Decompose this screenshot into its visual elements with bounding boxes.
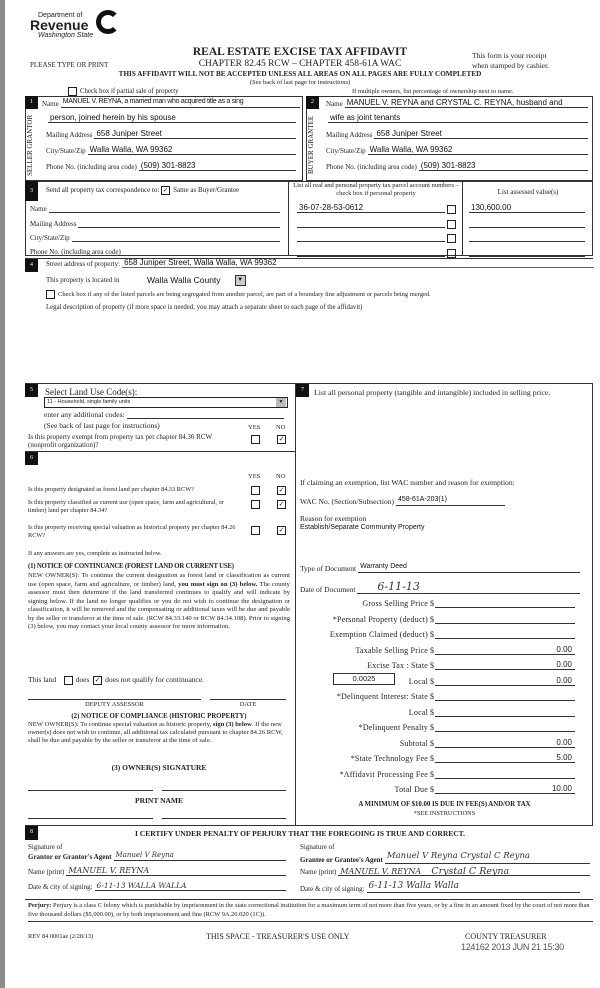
correspondence-mailing-field[interactable] [78, 218, 280, 228]
located-label: This property is located in [46, 276, 120, 284]
personal-property-checkbox[interactable] [447, 249, 456, 258]
forest-no-checkbox[interactable]: ✓ [278, 486, 285, 494]
grantor-name-field[interactable]: MANUEL V. REYNA [66, 866, 286, 876]
yes-header: YES [248, 473, 261, 480]
land-use-select[interactable] [44, 397, 288, 408]
checkbox[interactable] [68, 87, 77, 96]
seller-side-label: SELLER GRANTOR [25, 110, 39, 180]
same-as-buyer-checkbox[interactable]: ✓ [162, 186, 169, 194]
perjury-notice [28, 902, 593, 922]
county-value: Walla Walla County [147, 275, 221, 285]
partial-sale-label: Check box if partial sale of property [80, 88, 179, 96]
buyer-city-field[interactable]: Walla Walla, WA 99362 [368, 145, 588, 155]
wac-field[interactable]: 458-61A-203(1) [396, 496, 505, 506]
fee-value-field[interactable] [435, 614, 575, 624]
deputy-assessor-line[interactable]: DEPUTY ASSESSOR [28, 699, 201, 708]
property-address-field[interactable]: 658 Juniper Street, Walla Walla, WA 99362 [122, 258, 594, 268]
field-label: Mailing Address [46, 131, 93, 139]
notice-compliance-title: (2) NOTICE OF COMPLIANCE (HISTORIC PROPERTY) [71, 713, 247, 720]
buyer-mailing-field[interactable]: 658 Juniper Street [374, 129, 588, 139]
please-type: PLEASE TYPE OR PRINT [30, 61, 109, 69]
section-number: 6 [25, 452, 38, 465]
parcel-number-field[interactable] [297, 218, 445, 228]
notice-text: . If the new owner(s) does not wish to continue, all additional tax calculated pursuant to chapter 84.26 RCW, shall be due and payable by the seller or transferor at the time of sale. [28, 721, 283, 744]
assessor-date-line[interactable]: DATE [210, 699, 286, 708]
does-not-label: does not qualify for continuance. [105, 675, 205, 684]
grantor-date-field[interactable]: 6-11-13 WALLA WALLA [95, 881, 286, 891]
notice-bold: sign (3) below [212, 721, 252, 728]
fee-label: *Affidavit Processing Fee [339, 769, 428, 779]
fee-label: *Personal Property (deduct) [332, 614, 428, 624]
fee-label: Subtotal [399, 738, 428, 748]
grantor-signature-field[interactable]: Manuel V Reyna [114, 851, 286, 861]
perjury-text: Perjury is a class C felony which is punishable by imprisonment in the state correctional institution for a maximum term of not more than five years, or by a fine in an amount fixed by the court of not more than five thousand dollars ($5,000.00), or by both imprisonment and fine (RCW 9A.20.020 (1C)). [28, 902, 590, 918]
no-header: NO [276, 424, 286, 431]
exemption-label: If claiming an exemption, list WAC number and reason for exemption: [300, 478, 515, 487]
fee-label: Taxable Selling Price [355, 645, 428, 655]
fee-label: Excise Tax : State [367, 661, 428, 670]
seller-name-field[interactable]: MANUEL V. REYNA, a married man who acquired title as a sing [61, 98, 300, 108]
fee-row [300, 722, 575, 732]
exempt-question: Is this property exempt from property tax per chapter 84.36 RCW (nonprofit organization)? [28, 433, 212, 449]
print-name-line[interactable] [28, 818, 153, 819]
this-land-label: This land [28, 675, 57, 684]
current-use-question: Is this property classified as current use (open space, farm and agricultural, or timber) land per chapter 84.34? [28, 499, 224, 514]
treasurer-space: THIS SPACE - TREASURER'S USE ONLY [206, 932, 350, 941]
land-use-title: Select Land Use Code(s): [45, 387, 138, 397]
current-use-no-checkbox[interactable]: ✓ [278, 500, 285, 508]
buyer-side-label: BUYER GRANTEE [306, 110, 320, 180]
same-as-label: Same as Buyer/Grantee [173, 186, 240, 195]
fee-row [300, 691, 575, 701]
fee-value-field[interactable] [435, 629, 575, 639]
perjury-label: Perjury: [28, 902, 52, 909]
personal-property-checkbox[interactable] [447, 205, 456, 214]
field-label: Street address of property: [46, 260, 121, 268]
print-name-line[interactable] [162, 818, 286, 819]
document-type-field[interactable]: Warranty Deed [358, 563, 580, 573]
currency-symbol: $ [430, 785, 434, 794]
currency-symbol: $ [430, 676, 434, 686]
grantee-date-field[interactable]: 6-11-13 Walla Walla [367, 881, 580, 893]
historic-yes-checkbox[interactable] [251, 526, 260, 535]
additional-codes-field[interactable] [127, 409, 284, 419]
field-label: Phone No. (including area code) [46, 163, 137, 171]
segregated-label: Check box if any of the listed parcels are being segregated from another parcel, are part of a boundary line adjustment or parcels being merged. [58, 290, 431, 298]
section-number: 8 [25, 826, 38, 840]
notice-text: The county assessor must then determine if the land transferred continues to qualify and will indicate by signing below. If the land no longer qualifies or you do not wish to continue the designation or classification, it will be removed and the compensating or additional taxes will be due and payable by the seller or transferor at the time of sale. (RCW 84.33.140 or RCW 84.34.108). Prior to signing (3) below, you may contact your local county assessor for more information. [28, 580, 290, 630]
notice-continuance-text [28, 572, 290, 632]
no-header: NO [276, 473, 286, 480]
parcel-number-field[interactable]: 36-07-28-53-0612 [297, 203, 445, 213]
currency-symbol: $ [430, 645, 434, 655]
personal-property-checkbox[interactable] [447, 234, 456, 243]
field-label: Name [326, 100, 343, 108]
does-not-checkbox[interactable]: ✓ [94, 675, 101, 684]
field-label: Mailing Address [326, 131, 373, 139]
currency-symbol: $ [430, 738, 434, 748]
buyer-name-field-2[interactable]: wife as joint tenants [328, 113, 588, 123]
fee-row [300, 629, 575, 639]
fee-value-field[interactable] [435, 722, 575, 732]
fee-value-field[interactable]: 0.00 [435, 738, 575, 748]
fee-row [300, 738, 575, 748]
grantee-name-field[interactable] [338, 866, 590, 876]
see-instructions: *SEE INSTRUCTIONS [413, 810, 476, 817]
field-label: Name [42, 100, 59, 108]
current-use-yes-checkbox[interactable] [251, 500, 260, 509]
see-back: (See back of last page for instructions) [249, 79, 351, 86]
field-label: Name (print) [28, 868, 65, 876]
receipt-note: This form is your receipt [472, 51, 547, 60]
land-use-value: 11 - Household, single family units [47, 399, 131, 405]
form-title: REAL ESTATE EXCISE TAX AFFIDAVIT [192, 46, 408, 58]
fee-label: Total Due [394, 785, 428, 794]
reason-field[interactable]: Establish/Separate Community Property [300, 524, 425, 531]
section-number: 1 [25, 96, 38, 109]
fee-row [300, 769, 575, 779]
buyer-name-field[interactable]: MANUEL V. REYNA and CRYSTAL C. REYNA, husband and [345, 98, 588, 108]
field-label: Name (print) [300, 868, 337, 876]
section-number: 2 [306, 96, 319, 109]
document-date-field[interactable]: 6-11-13 [357, 580, 580, 594]
field-label: Grantor or Grantor's Agent [28, 853, 112, 861]
section-number: 3 [25, 181, 38, 201]
dropdown-arrow-icon[interactable]: ▼ [276, 398, 286, 407]
fee-value-field[interactable] [435, 691, 575, 701]
section-number: 4 [25, 259, 38, 272]
fee-label: Gross Selling Price [362, 599, 428, 608]
fee-label: Local [408, 707, 428, 717]
buyer-phone-field[interactable]: (509) 301-8823 [419, 161, 588, 171]
notice-text: NEW OWNER(S): To continue the current designation as forest land or classification as current use (open space, farm and agriculture, or timber) land, [28, 572, 290, 588]
scan-edge [0, 0, 5, 988]
logo-text: Revenue [30, 17, 89, 33]
logo-swoosh-icon [96, 10, 120, 34]
section-number: 7 [296, 384, 309, 397]
currency-symbol: $ [430, 661, 434, 670]
field-label: City/State/Zip [326, 147, 366, 155]
fee-row [300, 645, 575, 655]
field-label: Grantee or Grantee's Agent [300, 856, 383, 864]
county-treasurer: COUNTY TREASURER [465, 932, 547, 941]
exempt-yes-checkbox[interactable] [251, 435, 260, 444]
personal-property-label: List all personal property (tangible and intangible) included in selling price. [314, 388, 551, 397]
correspondence-city-field[interactable] [72, 232, 280, 242]
notice-continuance-title: (1) NOTICE OF CONTINUANCE (FOREST LAND OR CURRENT USE) [28, 563, 234, 570]
forest-yes-checkbox[interactable] [251, 486, 260, 495]
section-number: 5 [25, 384, 38, 397]
dor-logo [30, 12, 93, 39]
fee-value-field[interactable]: 10.00 [435, 784, 575, 794]
fee-label: *State Technology Fee [350, 754, 428, 763]
assessed-value-field[interactable]: 130,600.00 [469, 203, 585, 213]
grantee-signature-field[interactable]: Manuel V Reyna Crystal C Reyna [385, 851, 590, 864]
field-label: City/State/Zip [30, 234, 70, 242]
historic-question: Is this property receiving special valuation as historical property per chapter 84.26 RCW? [28, 524, 236, 539]
assessed-value-field[interactable] [469, 218, 585, 228]
seller-phone-field[interactable]: (509) 301-8823 [139, 161, 296, 171]
parcel-number-field[interactable] [297, 232, 445, 242]
currency-symbol: $ [430, 754, 434, 763]
fee-row [300, 784, 575, 794]
fee-value-field[interactable]: 5.00 [435, 753, 575, 763]
assessed-value-field[interactable] [469, 232, 585, 242]
form-subtitle: CHAPTER 82.45 RCW – CHAPTER 458-61A WAC [198, 59, 402, 69]
forest-land-question: Is this property designated as forest land per chapter 84.33 RCW? [28, 486, 194, 493]
does-checkbox[interactable] [64, 676, 73, 685]
notice-compliance-text [28, 721, 290, 745]
fee-label: Exemption Claimed (deduct) [329, 630, 428, 639]
field-label: Phone No. (including area code) [30, 248, 121, 256]
assessed-value-field[interactable] [469, 247, 585, 257]
fee-value-field[interactable]: 0.00 [435, 676, 575, 686]
currency-symbol: $ [430, 630, 434, 639]
yes-header: YES [248, 424, 261, 431]
assessed-header: List assessed value(s) [497, 188, 559, 196]
field-label: City/State/Zip [46, 147, 86, 155]
fee-value-field[interactable]: 0.00 [435, 645, 575, 655]
notice-bold: you must sign on (3) below. [178, 580, 258, 588]
does-label: does [75, 675, 90, 684]
field-label: Name [30, 205, 47, 213]
field-label: Phone No. (including area code) [326, 163, 417, 171]
partial-sale-checkbox[interactable] [68, 87, 179, 96]
form-id: REV 84 0001ae (2/28/13) [28, 933, 94, 940]
parcel-header: List all real and personal property tax parcel account numbers – check box if personal property [293, 182, 459, 197]
currency-symbol: $ [430, 723, 434, 732]
grantee-name: MANUEL V. REYNA [340, 867, 422, 876]
field-label: Date & city of signing: [300, 885, 365, 893]
field-label: Signature of [28, 843, 63, 851]
field-label: Date of Document [300, 585, 356, 594]
fee-value-field[interactable] [435, 707, 575, 717]
owner-signature-line[interactable] [28, 790, 153, 791]
grantee-name-2: Crystal C Reyna [431, 866, 510, 877]
parcel-number-field[interactable] [297, 247, 445, 257]
fee-label: *Delinquent Interest: State [336, 692, 428, 701]
field-label: Mailing Address [30, 220, 77, 228]
correspondence-phone-field[interactable] [123, 246, 280, 256]
currency-symbol: $ [430, 692, 434, 701]
county-select[interactable] [147, 275, 246, 286]
currency-symbol: $ [430, 599, 434, 608]
send-label: Send all property tax correspondence to: [46, 186, 160, 195]
warning-text: THIS AFFIDAVIT WILL NOT BE ACCEPTED UNLESS ALL AREAS ON ALL PAGES ARE FULLY COMPLETED [118, 70, 482, 78]
fee-row [300, 598, 575, 608]
field-label: enter any additional codes: [44, 410, 125, 419]
field-label: Type of Document [300, 564, 357, 573]
logo-text: Department of [38, 12, 83, 19]
logo-text: Washington State [38, 32, 94, 39]
receipt-stamp: 124162 2013 JUN 21 15:30 [461, 942, 564, 952]
fee-row [300, 753, 575, 763]
minimum-note: A MINIMUM OF $10.00 IS DUE IN FEE(S) AND/OR TAX [358, 801, 531, 808]
correspondence-name-field[interactable] [49, 203, 280, 213]
notice-text: NEW OWNER(S): To continue special valuation as historic property, [28, 721, 212, 728]
dropdown-arrow-icon[interactable]: ▼ [235, 275, 246, 286]
field-label: Signature of [300, 843, 335, 851]
certify-statement: I CERTIFY UNDER PENALTY OF PERJURY THAT THE FOREGOING IS TRUE AND CORRECT. [134, 829, 465, 838]
exempt-no-checkbox[interactable]: ✓ [278, 435, 285, 443]
field-label: WAC No. (Section/Subsection) [300, 497, 394, 506]
receipt-note: when stamped by cashier. [472, 61, 550, 70]
see-back: (See back of last page for instructions) [44, 421, 160, 430]
fee-row [300, 707, 575, 717]
fee-label: *Delinquent Penalty [358, 723, 428, 732]
if-yes-note: If any answers are yes, complete as instructed below. [28, 550, 162, 557]
print-name-title: PRINT NAME [135, 796, 183, 805]
currency-symbol: $ [430, 769, 434, 779]
owner-signature-title: (3) OWNER(S) SIGNATURE [111, 763, 207, 772]
fee-row [300, 614, 575, 624]
fee-value-field[interactable]: 0.00 [435, 660, 575, 670]
fee-value-field[interactable] [435, 598, 575, 608]
fee-row [300, 660, 575, 670]
currency-symbol: $ [430, 707, 434, 717]
fee-value-field[interactable] [435, 769, 575, 779]
personal-property-checkbox[interactable] [447, 220, 456, 229]
seller-city-field[interactable]: Walla Walla, WA 99362 [88, 145, 296, 155]
reason-label: Reason for exemption [300, 514, 367, 523]
field-label: Date & city of signing: [28, 883, 93, 891]
legal-description-label: Legal description of property (if more space is needed, you may attach a separate sheet to each page of the affidavit) [46, 304, 363, 311]
multiple-owners-note: If multiple owners, list percentage of ownership next to name. [352, 88, 514, 95]
fee-label: Local [408, 676, 428, 686]
seller-mailing-field[interactable]: 658 Juniper Street [94, 129, 296, 139]
local-rate-field[interactable]: 0.0025 [333, 673, 395, 685]
segregated-checkbox[interactable] [46, 290, 55, 299]
historic-no-checkbox[interactable]: ✓ [278, 526, 285, 534]
owner-signature-line[interactable] [162, 790, 286, 791]
seller-name-field-2[interactable]: person, joined herein by his spouse [48, 113, 296, 123]
currency-symbol: $ [430, 614, 434, 624]
